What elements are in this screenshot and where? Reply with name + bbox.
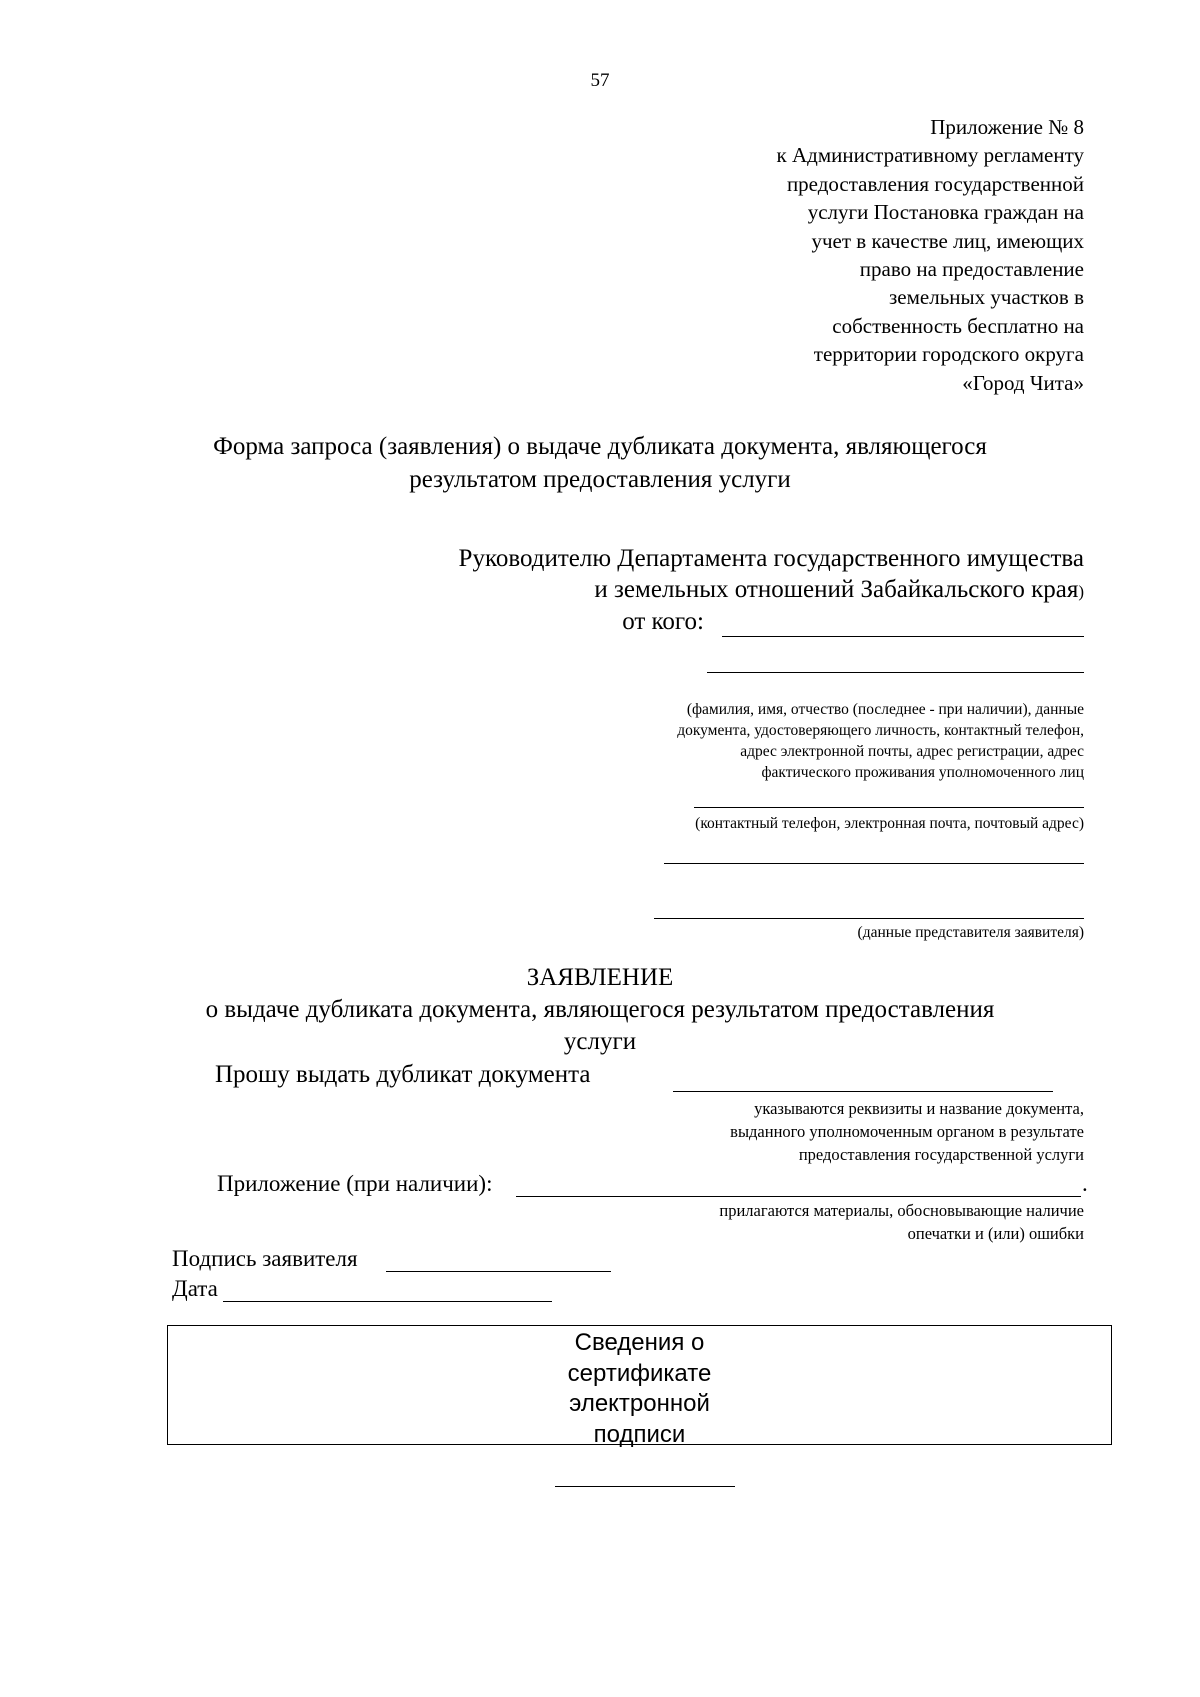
- appendix-line: к Административному регламенту: [776, 143, 1084, 168]
- hint-line: опечатки и (или) ошибки: [907, 1224, 1084, 1243]
- page-number: 57: [590, 70, 610, 91]
- form-title-line: результатом предоставления услуги: [409, 466, 791, 493]
- form-title: [150, 430, 1050, 496]
- statement-subtitle: о выдаче дубликата документа, являющегося результатом предоставления: [205, 996, 995, 1023]
- statement-title: [150, 962, 1050, 1058]
- from-row: [600, 606, 1084, 640]
- hint-line: прилагаются материалы, обосновывающие наличие: [719, 1201, 1084, 1220]
- addressee-block: [324, 543, 1084, 607]
- addressee-bracket: ): [1078, 582, 1084, 601]
- contacts-line[interactable]: [694, 807, 1084, 808]
- date-label: Дата: [172, 1276, 218, 1301]
- representative-line[interactable]: [654, 918, 1084, 919]
- appendix-line: территории городского округа: [813, 342, 1084, 367]
- hint-line: фактического проживания уполномоченного лиц: [761, 764, 1084, 781]
- from-label: от кого:: [622, 608, 704, 635]
- signature-label: Подпись заявителя: [172, 1246, 358, 1271]
- hint-line: адрес электронной почты, адрес регистрации, адрес: [740, 743, 1084, 760]
- statement-subtitle: услуги: [563, 1028, 637, 1055]
- addressee-line: [324, 574, 1084, 607]
- appendix-line: собственность бесплатно на: [832, 313, 1084, 338]
- hint-line: (фамилия, имя, отчество (последнее - при наличии), данные: [686, 701, 1084, 718]
- certificate-box: [167, 1325, 1112, 1448]
- appendix-line: учет в качестве лиц, имеющих: [811, 228, 1084, 253]
- addressee-line-text: и земельных отношений Забайкальского края: [594, 576, 1079, 603]
- contacts-line-2[interactable]: [664, 863, 1084, 864]
- form-title-line: Форма запроса (заявления) о выдаче дубликата документа, являющегося: [213, 433, 987, 460]
- appendix-line: предоставления государственной: [786, 171, 1084, 196]
- appendix-line: услуги Постановка граждан на: [807, 200, 1084, 225]
- date-line[interactable]: [223, 1301, 552, 1302]
- certificate-text: Сведения о сертификате электронной подписи: [567, 1329, 712, 1448]
- document-hint: [544, 1097, 1084, 1166]
- representative-hint: (данные представителя заявителя): [857, 924, 1084, 941]
- hint-line: указываются реквизиты и название документа,: [754, 1099, 1084, 1118]
- attachment-hint: [544, 1199, 1084, 1245]
- attachment-end-mark: .: [1082, 1171, 1088, 1196]
- addressee-line: Руководителю Департамента государственного имущества: [458, 545, 1084, 572]
- contacts-hint: (контактный телефон, электронная почта, почтовый адрес): [695, 815, 1084, 832]
- request-document-line[interactable]: [673, 1091, 1053, 1092]
- attachment-label: Приложение (при наличии):: [217, 1171, 493, 1196]
- from-line-2[interactable]: [707, 672, 1084, 673]
- statement-heading: ЗАЯВЛЕНИЕ: [526, 964, 674, 991]
- appendix-line: право на предоставление: [859, 257, 1084, 282]
- appendix-note: [604, 113, 1084, 397]
- request-label: Прошу выдать дубликат документа: [215, 1061, 591, 1088]
- from-line[interactable]: [722, 636, 1084, 637]
- appendix-line: Приложение № 8: [930, 115, 1084, 139]
- appendix-line: земельных участков в: [889, 285, 1084, 310]
- closing-line: [555, 1486, 735, 1487]
- hint-line: документа, удостоверяющего личность, контактный телефон,: [677, 722, 1084, 739]
- appendix-line: «Город Чита»: [962, 370, 1084, 395]
- applicant-hint: [564, 699, 1084, 783]
- signature-line[interactable]: [386, 1271, 611, 1272]
- hint-line: предоставления государственной услуги: [798, 1145, 1084, 1164]
- hint-line: выданного уполномоченным органом в результате: [730, 1122, 1084, 1141]
- attachment-line[interactable]: [516, 1196, 1081, 1197]
